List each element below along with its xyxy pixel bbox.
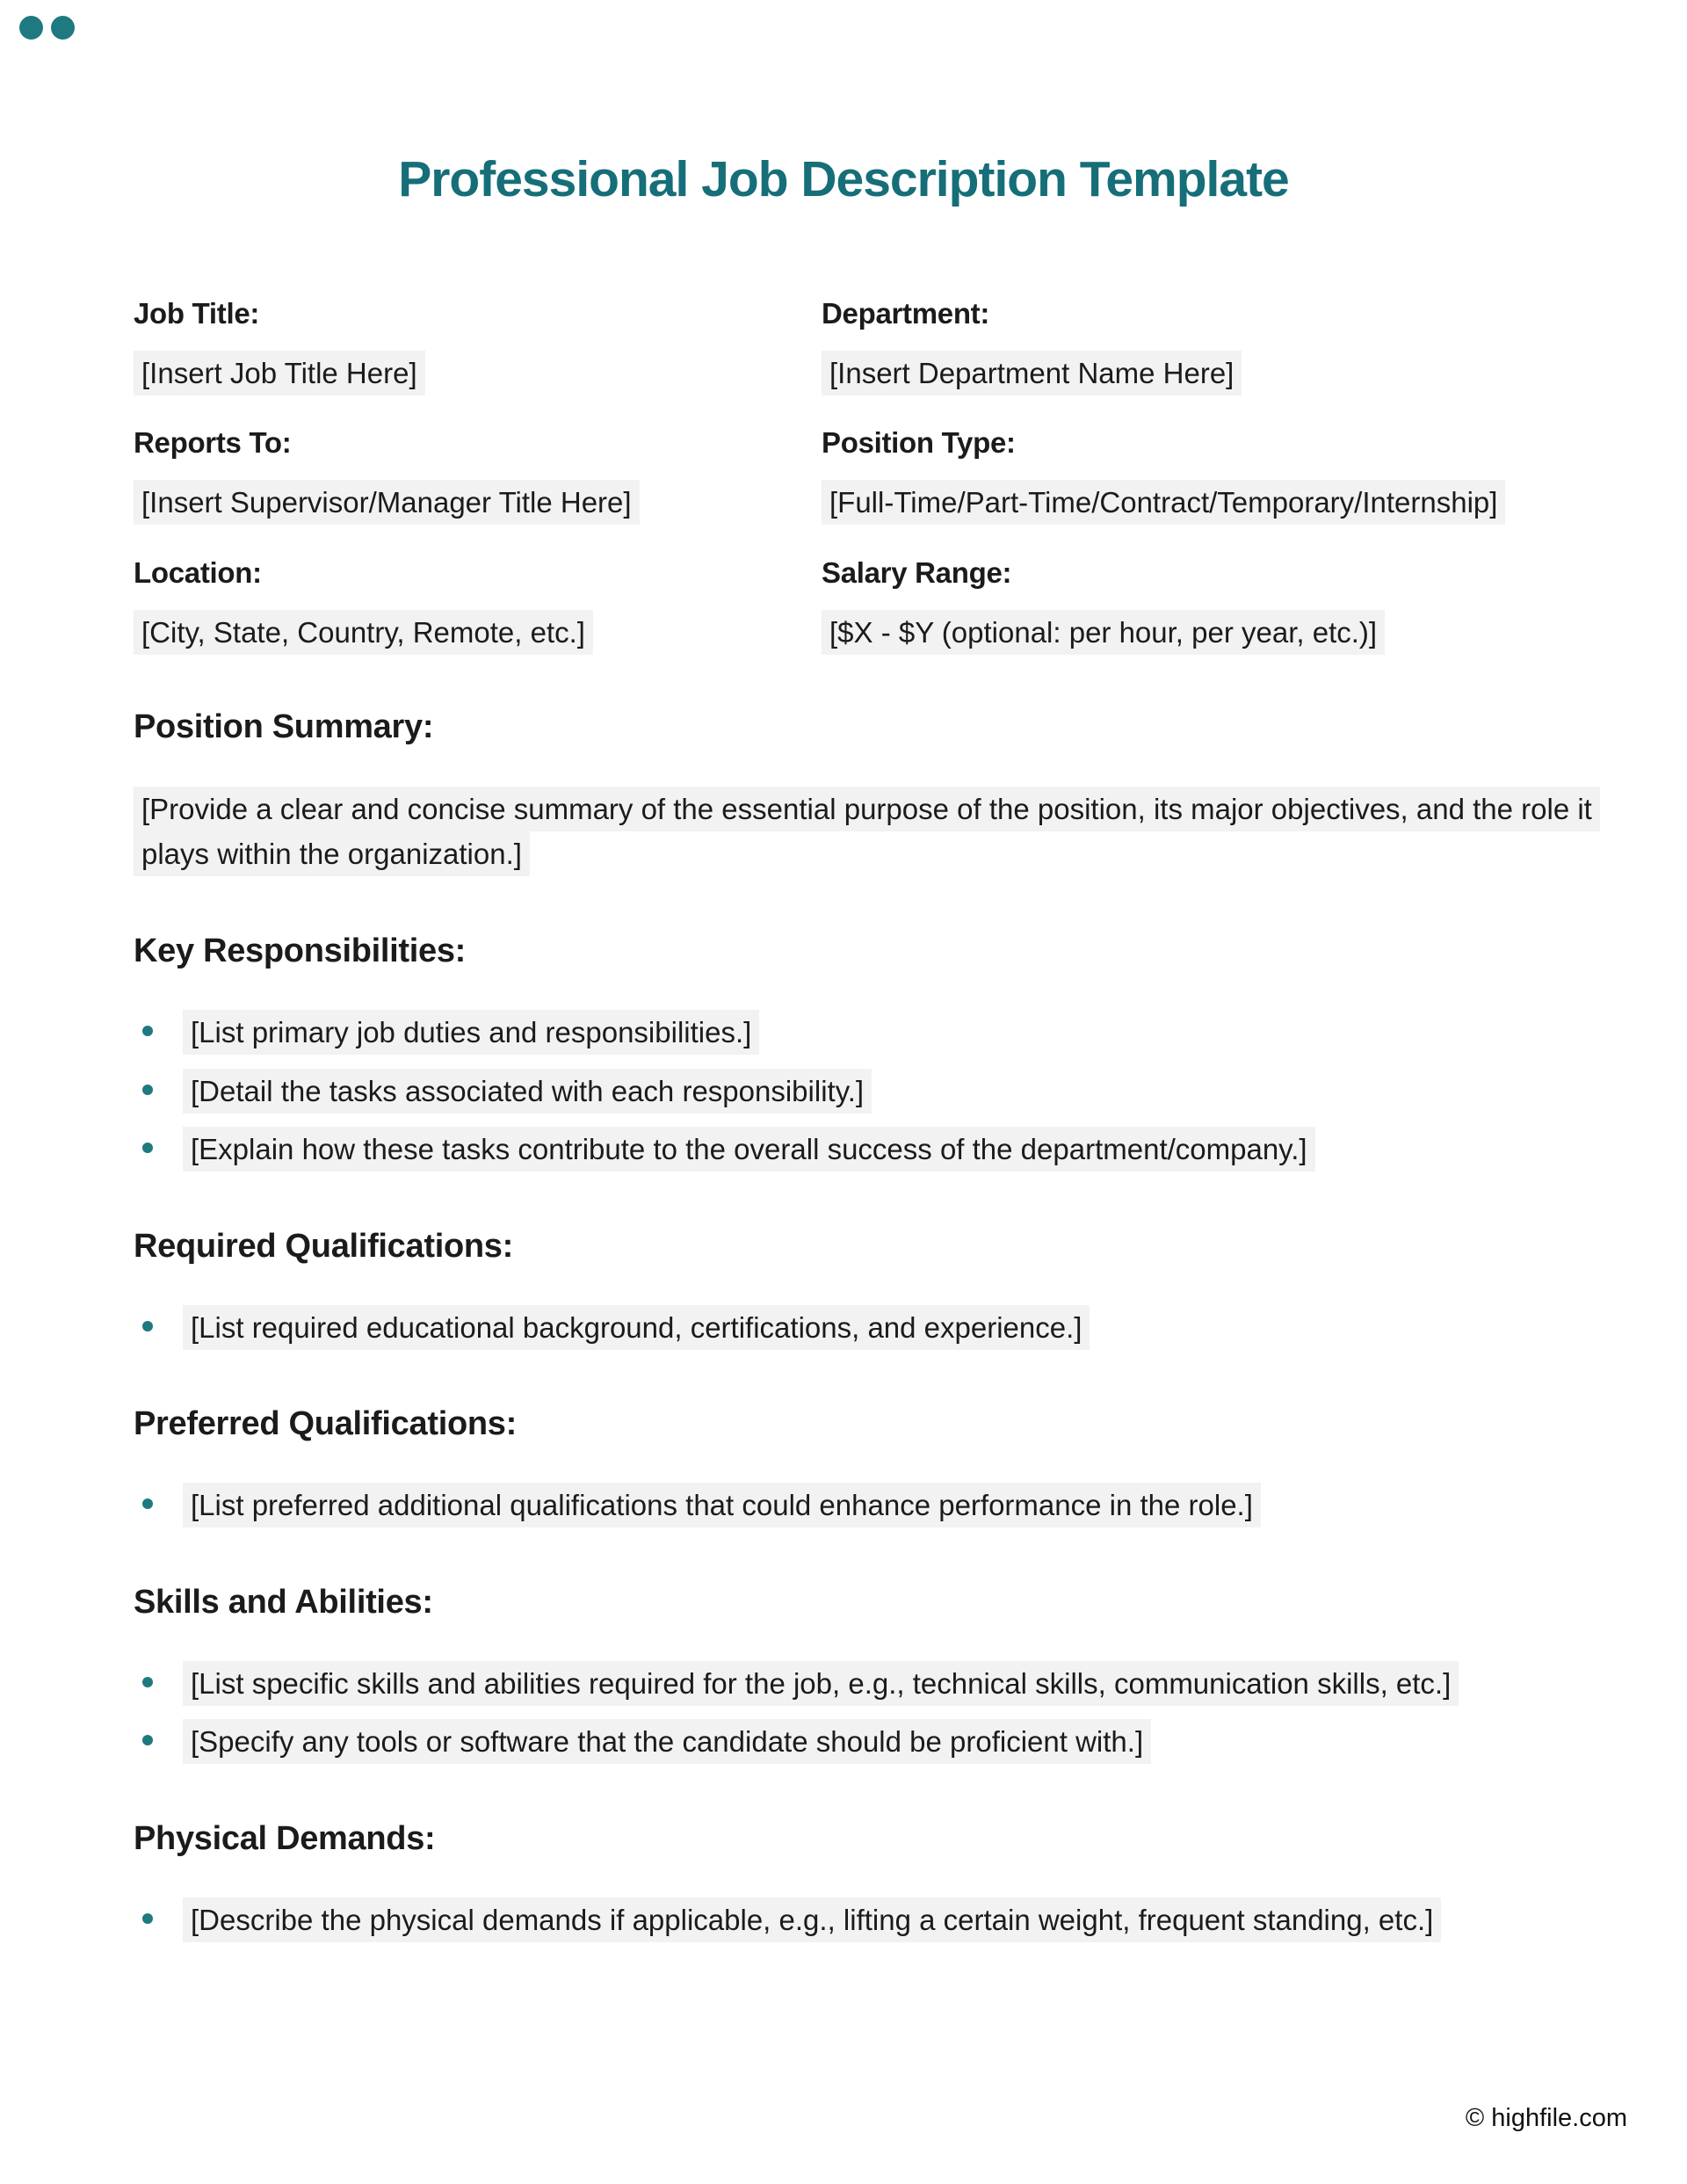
section-body xyxy=(134,1011,1599,1172)
logo-dot-icon xyxy=(19,16,43,40)
bullet-placeholder[interactable]: [Describe the physical demands if applicable, e.g., lifting a certain weight, frequent standing, etc.] xyxy=(183,1897,1441,1942)
section-body xyxy=(134,1662,1599,1764)
field-value-placeholder[interactable]: [Full-Time/Part-Time/Contract/Temporary/Internship] xyxy=(822,480,1505,525)
list-item xyxy=(134,1070,1599,1114)
field-value xyxy=(134,611,822,655)
footer-credit: © highfile.com xyxy=(1465,2104,1627,2132)
bullet-list xyxy=(134,1011,1599,1172)
section-heading: Skills and Abilities: xyxy=(134,1583,433,1621)
section-body xyxy=(134,1898,1599,1942)
bullet-placeholder[interactable]: [List preferred additional qualifications that could enhance performance in the role.] xyxy=(183,1483,1261,1527)
bullet-placeholder[interactable]: [List required educational background, certifications, and experience.] xyxy=(183,1305,1090,1350)
list-item xyxy=(134,1662,1599,1706)
section-body xyxy=(134,1306,1599,1350)
section-heading: Position Summary: xyxy=(134,708,434,746)
list-item xyxy=(134,1484,1599,1527)
section-body xyxy=(134,1484,1599,1527)
section-heading: Preferred Qualifications: xyxy=(134,1405,517,1443)
field-location xyxy=(134,556,822,655)
bullet-list xyxy=(134,1662,1599,1764)
field-label: Reports To: xyxy=(134,426,292,460)
bullet-placeholder[interactable]: [Detail the tasks associated with each responsibility.] xyxy=(183,1069,872,1114)
sections xyxy=(134,708,1599,1941)
section-paragraph xyxy=(134,787,1599,876)
field-value xyxy=(822,481,1599,525)
field-label: Job Title: xyxy=(134,296,260,330)
field-reports-to xyxy=(134,426,822,525)
section-physical-demands xyxy=(134,1820,1599,1942)
section-heading: Physical Demands: xyxy=(134,1819,436,1857)
section-heading: Required Qualifications: xyxy=(134,1227,513,1265)
paragraph-placeholder[interactable]: [Provide a clear and concise summary of the essential purpose of the position, its major objectives, and the role it plays within the organization.] xyxy=(134,787,1600,876)
logo-dot-icon xyxy=(51,16,75,40)
field-value-placeholder[interactable]: [Insert Department Name Here] xyxy=(822,351,1242,395)
page-title: Professional Job Description Template xyxy=(398,151,1289,207)
section-skills-and-abilities xyxy=(134,1584,1599,1764)
field-label: Salary Range: xyxy=(822,555,1012,589)
field-department xyxy=(822,297,1599,395)
field-value-placeholder[interactable]: [City, State, Country, Remote, etc.] xyxy=(134,610,593,655)
field-value-placeholder[interactable]: [$X - $Y (optional: per hour, per year, etc.)] xyxy=(822,610,1385,655)
field-position-type xyxy=(822,426,1599,525)
logo xyxy=(19,16,75,40)
field-value xyxy=(134,481,822,525)
list-item xyxy=(134,1128,1599,1172)
bullet-placeholder[interactable]: [Explain how these tasks contribute to the overall success of the department/company.] xyxy=(183,1127,1315,1172)
bullet-list xyxy=(134,1306,1599,1350)
field-value-placeholder[interactable]: [Insert Supervisor/Manager Title Here] xyxy=(134,480,640,525)
field-label: Position Type: xyxy=(822,426,1016,460)
bullet-placeholder[interactable]: [Specify any tools or software that the candidate should be proficient with.] xyxy=(183,1719,1151,1764)
bullet-placeholder[interactable]: [List specific skills and abilities required for the job, e.g., technical skills, communication skills, etc.] xyxy=(183,1661,1459,1706)
list-item xyxy=(134,1306,1599,1350)
section-heading: Key Responsibilities: xyxy=(134,932,467,970)
field-label: Location: xyxy=(134,555,262,589)
section-preferred-qualifications xyxy=(134,1405,1599,1527)
field-value xyxy=(822,352,1599,395)
content xyxy=(134,297,1599,1942)
section-position-summary xyxy=(134,708,1599,876)
field-job-title xyxy=(134,297,822,395)
fields-grid xyxy=(134,297,1599,686)
list-item xyxy=(134,1011,1599,1055)
bullet-list xyxy=(134,1484,1599,1527)
section-key-responsibilities xyxy=(134,932,1599,1172)
field-value xyxy=(134,352,822,395)
bullet-list xyxy=(134,1898,1599,1942)
bullet-placeholder[interactable]: [List primary job duties and responsibilities.] xyxy=(183,1010,759,1055)
section-required-qualifications xyxy=(134,1228,1599,1350)
field-label: Department: xyxy=(822,296,990,330)
field-value-placeholder[interactable]: [Insert Job Title Here] xyxy=(134,351,425,395)
field-value xyxy=(822,611,1599,655)
list-item xyxy=(134,1720,1599,1764)
section-body xyxy=(134,787,1599,876)
list-item xyxy=(134,1898,1599,1942)
field-salary-range xyxy=(822,556,1599,655)
